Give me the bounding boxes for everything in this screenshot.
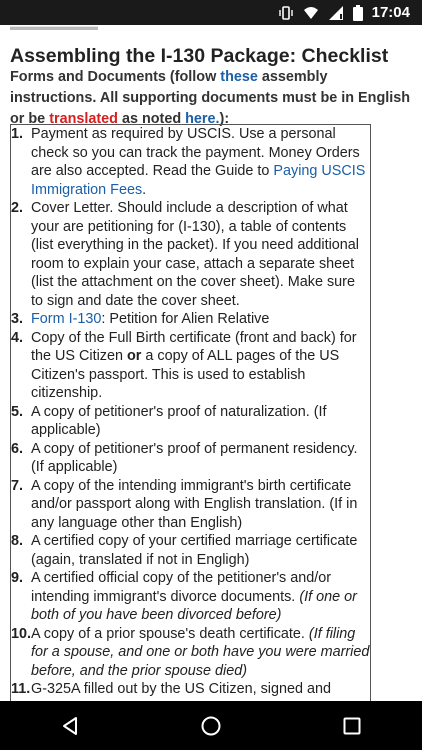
item-number: 9. <box>11 570 24 586</box>
signal-icon <box>328 5 344 21</box>
recents-icon <box>341 715 363 737</box>
recents-button[interactable] <box>337 711 367 741</box>
item-number: 8. <box>11 533 24 549</box>
cut-off-text: ▬▬▬▬▬▬▬▬ <box>10 21 98 33</box>
wifi-icon <box>303 5 319 21</box>
item-text: . <box>142 181 147 198</box>
item-number: 10. <box>11 625 32 642</box>
list-item <box>11 199 370 310</box>
back-icon <box>59 715 81 737</box>
page-content <box>0 21 422 701</box>
item-text: A copy of the intending immigrant's birth certificate and/or passport along with English translation. (If in any language other than English) <box>31 477 358 531</box>
item-note: (If one or both of you have been divorced before) <box>31 588 357 623</box>
item-text: A certified official copy of the petitioner's and/or intending immigrant's divorce documents. <box>31 570 332 605</box>
list-item <box>11 477 370 533</box>
item-text-bold: or <box>126 348 142 364</box>
item-text: G-325A filled out by the US Citizen, signed and <box>31 681 331 697</box>
clock-time: 17:04 <box>371 4 410 21</box>
checklist <box>11 125 370 754</box>
here-link[interactable]: here. <box>185 111 220 127</box>
navigation-bar <box>0 701 422 750</box>
item-number: 4. <box>11 329 24 346</box>
vibrate-icon <box>278 5 294 21</box>
item-text: A copy of a prior spouse's death certificate. <box>31 625 309 642</box>
form-i130-link[interactable]: Form I-130 <box>31 311 102 327</box>
list-item <box>11 310 370 329</box>
page-title: Assembling the I-130 Package: Checklist <box>10 45 389 67</box>
intro-text-4: ): <box>219 111 230 127</box>
translated-link[interactable]: translated <box>49 111 118 127</box>
these-link[interactable]: these <box>220 69 258 85</box>
item-note: (If filing for a spouse, and one or both have you were married before, and the prior spouse died) <box>31 625 370 679</box>
item-number: 5. <box>11 403 24 420</box>
item-text: A copy of petitioner's proof of permanent residency. (If applicable) <box>31 440 358 475</box>
item-number: 1. <box>11 126 24 142</box>
list-item <box>11 532 370 569</box>
battery-icon <box>353 5 363 21</box>
list-item <box>11 569 370 625</box>
intro-text-1: Forms and Documents (follow <box>10 69 221 85</box>
intro-text-2: assembly instructions. All supporting documents must be in English or be <box>10 69 411 127</box>
checklist-box <box>10 124 371 744</box>
item-number: 11. <box>11 681 31 697</box>
item-number: 7. <box>11 477 24 494</box>
list-item <box>11 440 370 477</box>
home-icon <box>200 715 222 737</box>
intro-paragraph <box>10 67 412 130</box>
item-number: 3. <box>11 311 24 327</box>
list-item <box>11 329 370 403</box>
item-text: : Petition for Alien Relative <box>101 311 270 327</box>
item-text: Copy of the Full Birth certificate (front and back) for the US Citizen <box>31 329 357 364</box>
list-item <box>11 125 370 199</box>
item-text: A copy of petitioner's proof of naturalization. (If applicable) <box>31 403 327 438</box>
item-text: Cover Letter. Should include a description of what your are petitioning for (I-130), a table of contents (list everything in the packet). If you need additional room to explain your case, attach a separate sheet (list the attachment on the cover sheet). Make sure to sign and date the cover sheet. <box>31 200 359 309</box>
item-number: 2. <box>11 200 24 216</box>
paying-fees-link[interactable]: Paying USCIS Immigration Fees <box>31 163 366 198</box>
item-text: A certified copy of your certified marriage certificate (again, translated if not in Engligh) <box>31 533 358 568</box>
item-number: 6. <box>11 440 24 457</box>
back-button[interactable] <box>55 711 85 741</box>
item-text: Payment as required by USCIS. Use a personal check so you can track the payment. Money Orders are also accepted. Read the Guide to <box>31 126 360 179</box>
item-text: a copy of ALL pages of the US Citizen's passport. This is used to establish citizenship. <box>31 348 340 401</box>
intro-text-3: as noted <box>117 111 186 127</box>
home-button[interactable] <box>196 711 226 741</box>
list-item <box>11 403 370 440</box>
list-item <box>11 625 370 681</box>
